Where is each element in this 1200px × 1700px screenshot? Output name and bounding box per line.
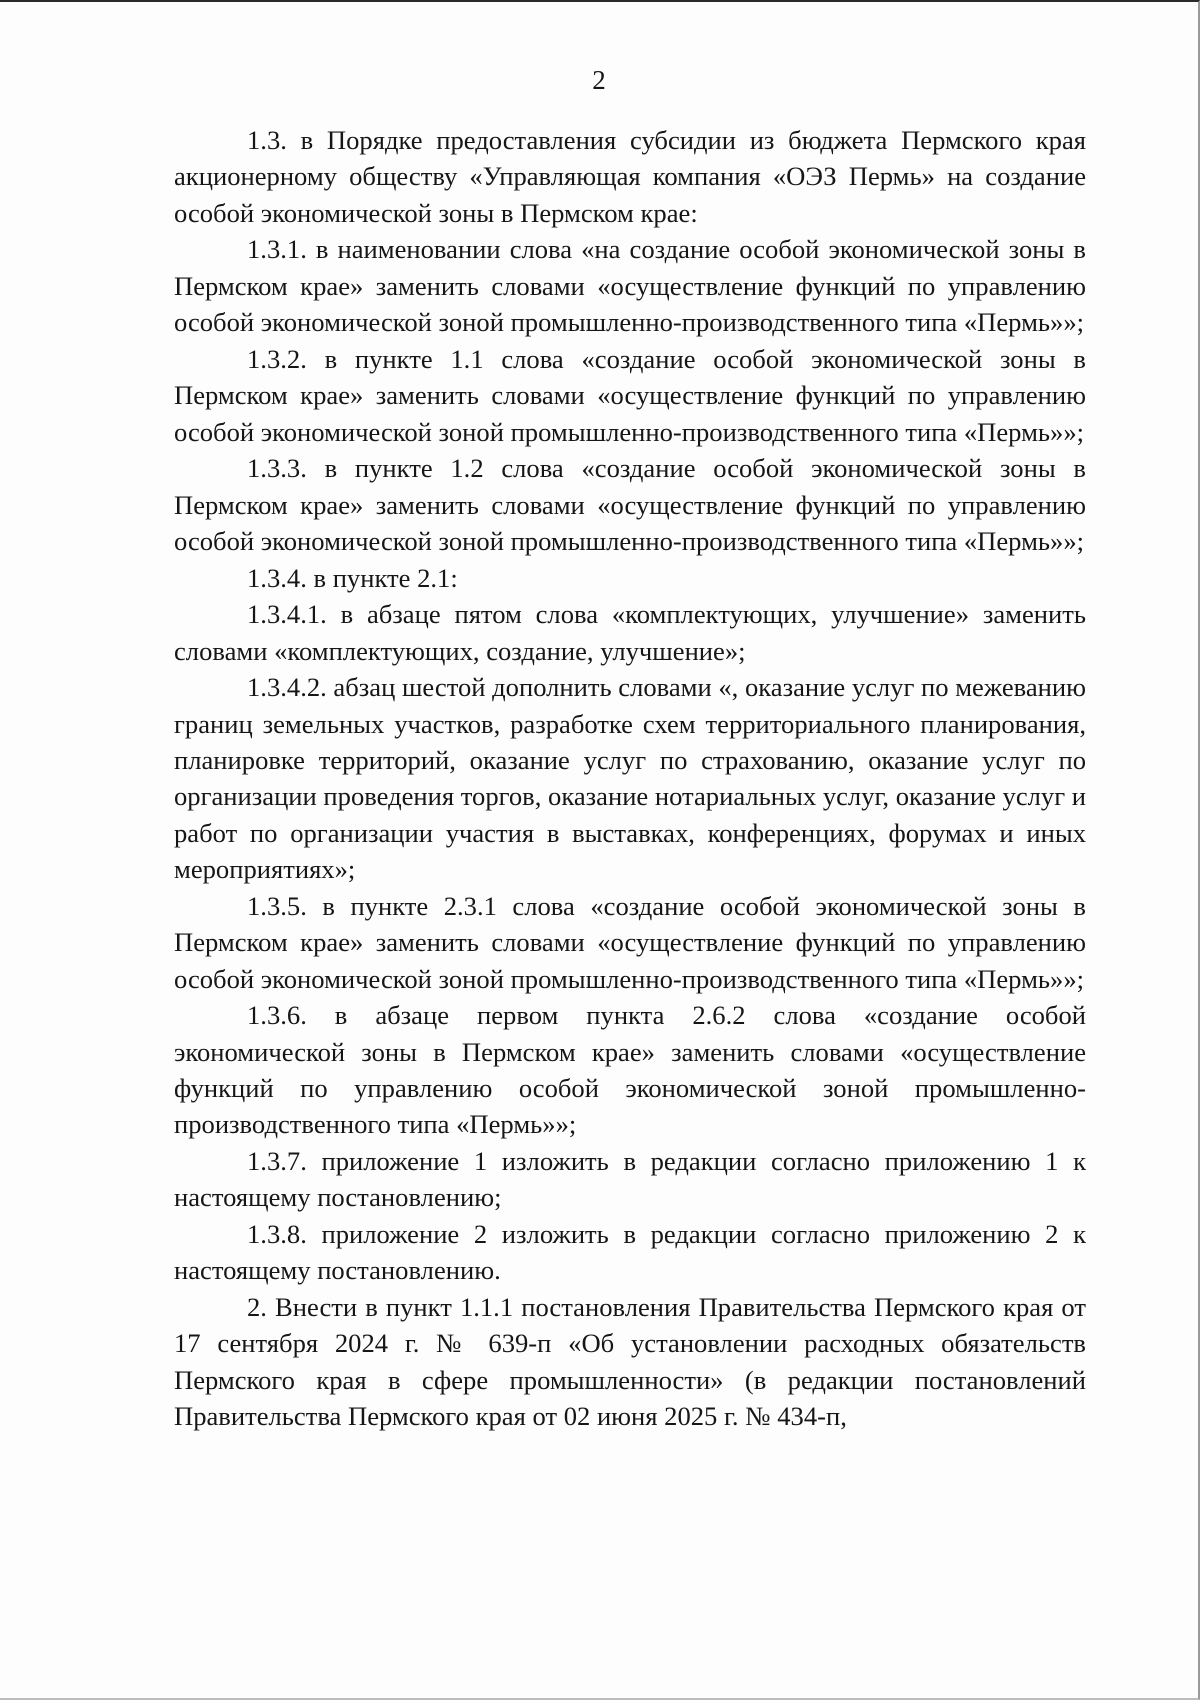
paragraph-1-3-1: 1.3.1. в наименовании слова «на создание особой экономической зоны в Пермском крае» заменить словами «осуществление функций по управлению особой экономической зоной промышленно-производственного типа «Пермь»»;	[174, 234, 1086, 338]
paragraph-1-3-4-2: 1.3.4.2. абзац шестой дополнить словами «, оказание услуг по межеванию границ земельных участков, разработке схем территориального планирования, планировке территорий, оказание услуг по страхованию, оказание услуг по организации проведения торгов, оказание нотариальных услуг, оказание услуг и работ по организации участия в выставках, конференциях, форумах и иных мероприятиях»;	[174, 672, 1087, 885]
paragraph-1-3: 1.3. в Порядке предоставления субсидии из бюджета Пермского края акционерному обществу «Управляющая компания «ОЭЗ Пермь» на создание особой экономической зоны в Пермском крае:	[174, 125, 1086, 228]
paragraph-1-3-4-1: 1.3.4.1. в абзаце пятом слова «комплектующих, улучшение» заменить словами «комплектующих, создание, улучшение»;	[174, 599, 1086, 666]
paragraph-2: 2. Внести в пункт 1.1.1 постановления Правительства Пермского края от 17 сентября 2024 г. № 639-п «Об установлении расходных обязательств Пермского края в сфере промышленности» (в редакции постановлений Правительства Пермского края от 02 июня 2025 г. № 434-п,	[174, 1292, 1086, 1432]
paragraph-1-3-3: 1.3.3. в пункте 1.2 слова «создание особой экономической зоны в Пермском крае» заменить словами «осуществление функций по управлению особой экономической зоной промышленно-производственного типа «Пермь»»;	[174, 453, 1086, 557]
paragraph-1-3-4: 1.3.4. в пункте 2.1:	[247, 562, 458, 593]
paragraph-1-3-2: 1.3.2. в пункте 1.1 слова «создание особой экономической зоны в Пермском крае» заменить словами «осуществление функций по управлению особой экономической зоной промышленно-производственного типа «Пермь»»;	[174, 343, 1086, 447]
paragraph-1-3-5: 1.3.5. в пункте 2.3.1 слова «создание особой экономической зоны в Пермском крае» заменить словами «осуществление функций по управлению особой экономической зоной промышленно-производственного типа «Пермь»»;	[174, 890, 1086, 994]
paragraph-1-3-7: 1.3.7. приложение 1 изложить в редакции согласно приложению 1 к настоящему постановлению;	[174, 1146, 1086, 1213]
paragraph-1-3-8: 1.3.8. приложение 2 изложить в редакции согласно приложению 2 к настоящему постановлению.	[174, 1219, 1086, 1286]
page-number: 2	[592, 65, 606, 95]
document-body	[174, 122, 1086, 1435]
paragraph-1-3-6: 1.3.6. в абзаце первом пункта 2.6.2 слова «создание особой экономической зоны в Пермском крае» заменить словами «осуществление функций по управлению особой экономической зоной промышленно-производственного типа «Пермь»»;	[174, 1000, 1086, 1140]
